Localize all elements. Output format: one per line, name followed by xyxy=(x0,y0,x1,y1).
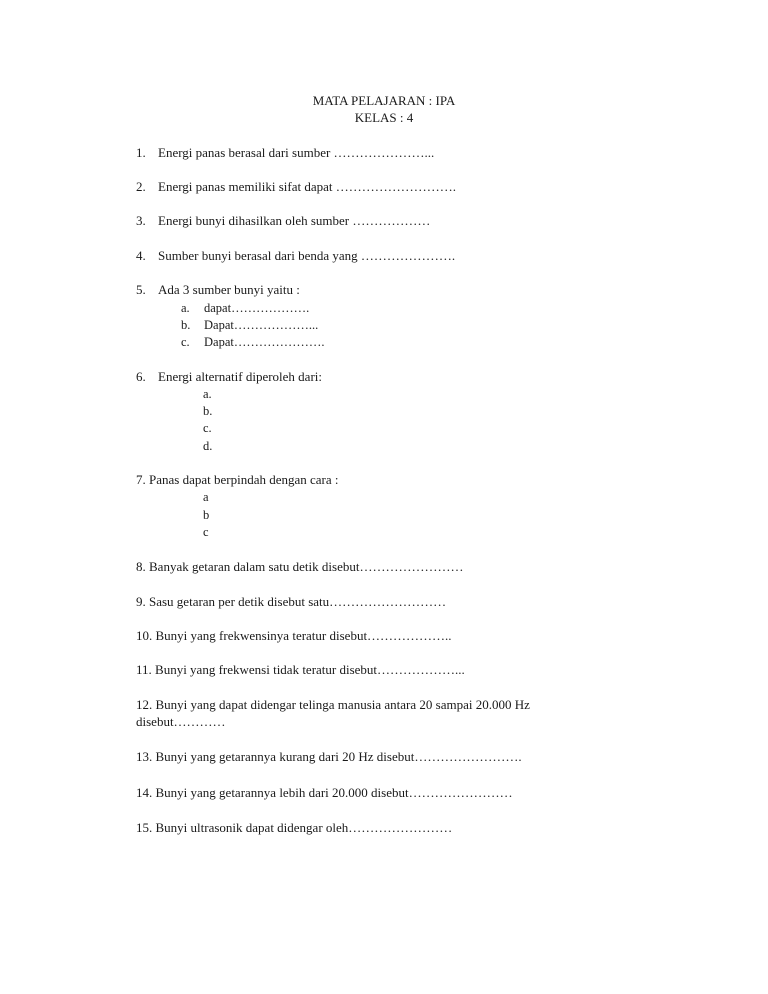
question-number: 3. xyxy=(136,213,146,228)
answer-letter: a. xyxy=(181,301,190,315)
question-number: 6. xyxy=(136,369,146,384)
question-12-continuation: disebut………… xyxy=(136,714,226,729)
answer-text: dapat………………. xyxy=(204,301,310,315)
question-14: 14. Bunyi yang getarannya lebih dari 20.000 disebut…………………… xyxy=(136,785,513,800)
question-text: Energi panas berasal dari sumber …………………... xyxy=(158,145,435,160)
question-text: Ada 3 sumber bunyi yaitu : xyxy=(158,282,300,297)
question-number: 4. xyxy=(136,248,146,263)
answer-letter: a. xyxy=(203,387,212,401)
answer-letter: b. xyxy=(181,318,191,332)
question-12: 12. Bunyi yang dapat didengar telinga manusia antara 20 sampai 20.000 Hz xyxy=(136,697,530,712)
question-number: 2. xyxy=(136,179,146,194)
question-text: Sumber bunyi berasal dari benda yang …………………. xyxy=(158,248,456,263)
question-number: 1. xyxy=(136,145,146,160)
question-9: 9. Sasu getaran per detik disebut satu……………………… xyxy=(136,594,447,609)
question-8: 8. Banyak getaran dalam satu detik disebut…………………… xyxy=(136,559,464,574)
answer-text: Dapat…………………. xyxy=(204,335,325,349)
answer-letter: c. xyxy=(181,335,190,349)
subject-heading: MATA PELAJARAN : IPA xyxy=(312,93,456,108)
question-text: Energi bunyi dihasilkan oleh sumber ……………… xyxy=(158,213,431,228)
question-text: Energi panas memiliki sifat dapat ………………………. xyxy=(158,179,456,194)
question-13: 13. Bunyi yang getarannya kurang dari 20 Hz disebut……………………. xyxy=(136,749,522,764)
question-10: 10. Bunyi yang frekwensinya teratur disebut……………….. xyxy=(136,628,452,643)
answer-letter: d. xyxy=(203,439,213,453)
grade-heading: KELAS : 4 xyxy=(354,110,414,125)
answer-letter: c xyxy=(203,525,209,539)
answer-letter: b. xyxy=(203,404,213,418)
question-11: 11. Bunyi yang frekwensi tidak teratur disebut………………... xyxy=(136,662,465,677)
question-15: 15. Bunyi ultrasonik dapat didengar oleh…………………… xyxy=(136,820,453,835)
question-number: 5. xyxy=(136,282,146,297)
answer-letter: c. xyxy=(203,421,212,435)
answer-letter: b xyxy=(203,508,210,522)
answer-letter: a xyxy=(203,490,209,504)
question-text: Energi alternatif diperoleh dari: xyxy=(158,369,322,384)
answer-text: Dapat………………... xyxy=(204,318,319,332)
question-7: 7. Panas dapat berpindah dengan cara : xyxy=(136,472,339,487)
